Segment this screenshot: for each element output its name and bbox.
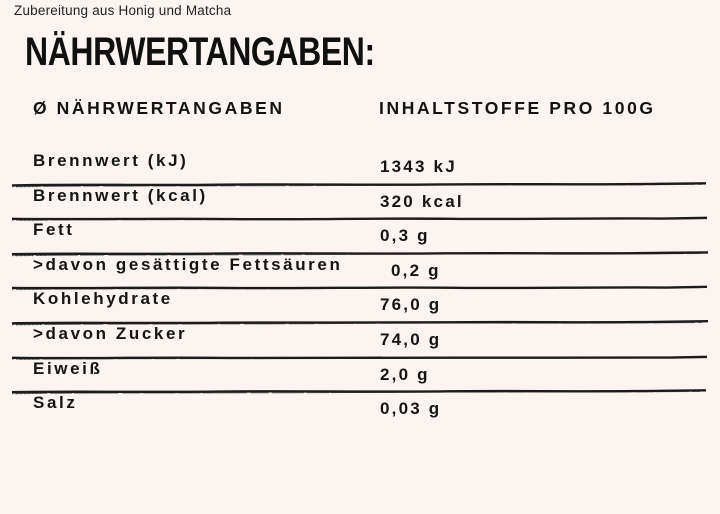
- row-value: 320 kcal: [380, 191, 464, 211]
- row-value: 74,0 g: [380, 329, 442, 349]
- row-value: 0,2 g: [391, 260, 441, 280]
- table-row: [0, 358, 720, 393]
- row-value: 0,3 g: [380, 226, 430, 246]
- row-value: 76,0 g: [380, 295, 442, 315]
- table-row: [0, 392, 720, 427]
- table-header-row: [0, 98, 720, 120]
- table-row: [0, 185, 720, 220]
- row-label: >davon Zucker: [33, 323, 188, 343]
- row-label: Eiweiß: [33, 358, 103, 378]
- column-header-per-100g: INHALTSTOFFE PRO 100G: [379, 98, 656, 118]
- row-label: Kohlehydrate: [33, 289, 173, 309]
- table-row: [0, 219, 720, 254]
- row-value: 0,03 g: [380, 399, 442, 419]
- nutrition-table: [0, 150, 720, 427]
- row-value: 1343 kJ: [380, 157, 457, 176]
- row-label: >davon gesättigte Fettsäuren: [33, 254, 343, 274]
- row-value: 2,0 g: [380, 364, 430, 384]
- page-title: NÄHRWERTANGABEN:: [25, 30, 375, 74]
- row-label: Salz: [33, 393, 78, 413]
- row-label: Brennwert (kJ): [33, 151, 189, 170]
- column-header-nutrients: Ø NÄHRWERTANGABEN: [33, 98, 285, 118]
- table-row: [0, 254, 720, 289]
- table-row: [0, 288, 720, 323]
- table-row: [0, 150, 720, 185]
- product-subtitle: Zubereitung aus Honig und Matcha: [14, 3, 232, 18]
- row-label: Fett: [33, 220, 75, 240]
- row-label: Brennwert (kcal): [33, 185, 208, 205]
- table-row: [0, 323, 720, 358]
